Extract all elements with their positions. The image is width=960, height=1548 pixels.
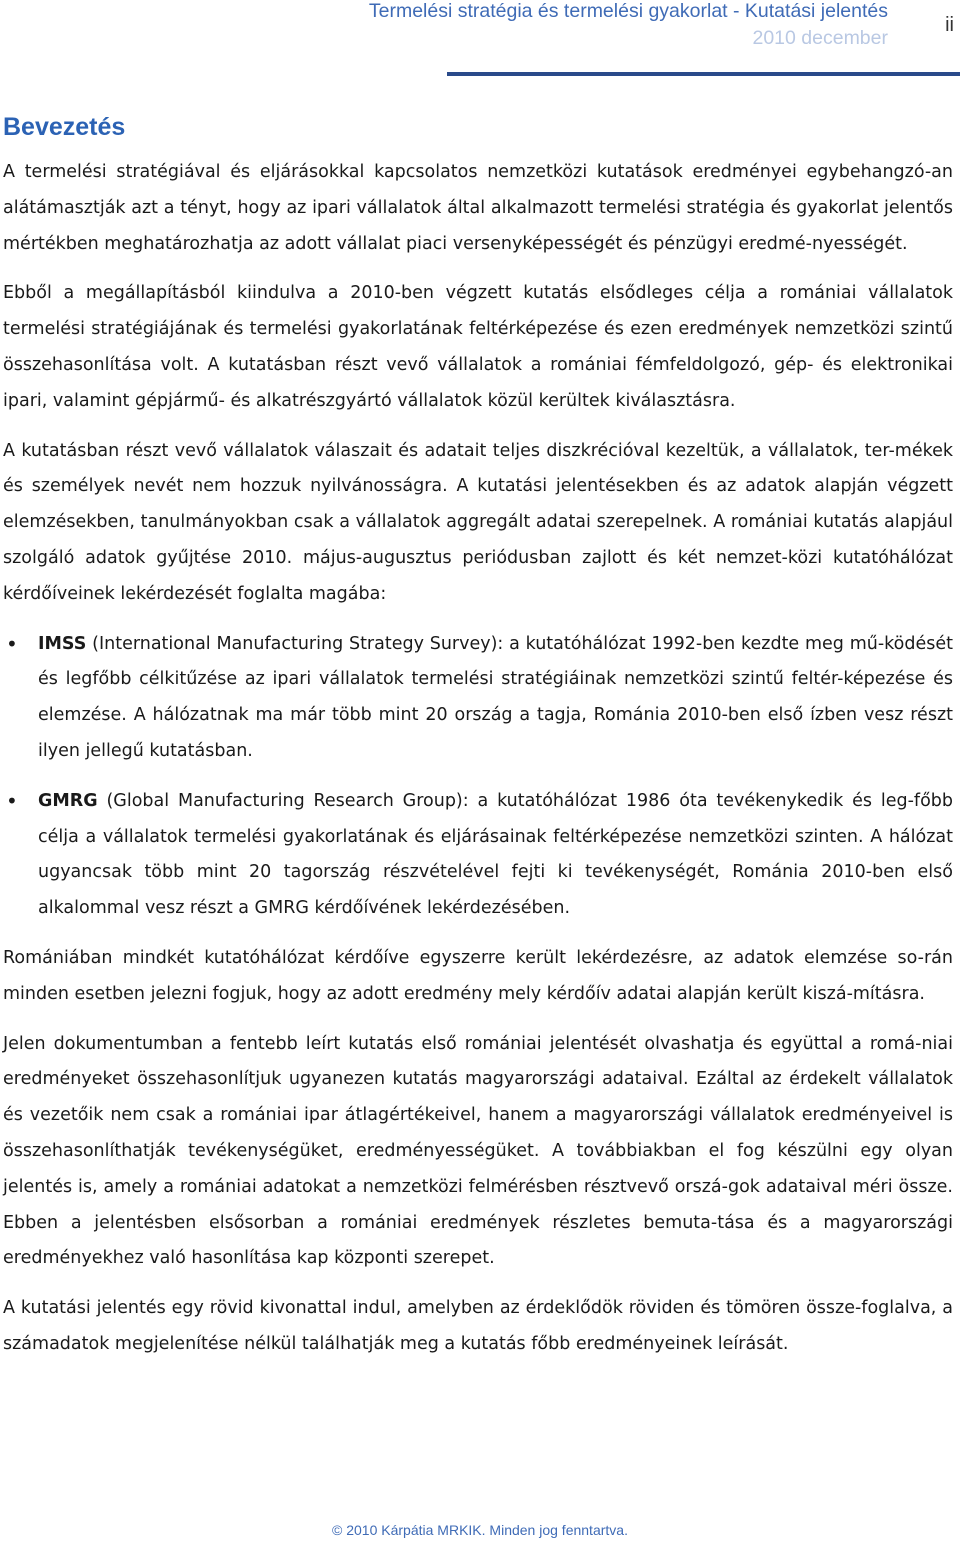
paragraph-analysis-note: Romániában mindkét kutatóhálózat kérdőíve egyszerre került lekérdezésre, az adatok elemzése so-rán minden esetben jelezni fogjuk, hogy az adott eredmény mely kérdőív adatai alapján került kiszá-mításra. [3, 947, 953, 1004]
paragraph-research-goal: Ebből a megállapításból kiindulva a 2010-ben végzett kutatás elsődleges célja a romániai vállalatok termelési stratégiájának és termelési gyakorlatának feltérképezése és ezen eredmények nemzetközi szintű összehasonlítása volt. A kutatásban részt vevő vállalatok a romániai fémfeldolgozó, gép- és elektronikai ipari, valamint gépjármű- és alkatrészgyártó vállalatok közül kerültek kiválasztásra. [3, 283, 953, 411]
paragraph-document-scope: Jelen dokumentumban a fentebb leírt kutatás első romániai jelentését olvashatja és együttal a romá-niai eredményeket összehasonlítjuk ugyanezen kutatás magyarországi adataival. Ezáltal az érdekelt vállalatok és vezetőik nem csak a romániai ipar átlagértékeivel, hanem a magyarországi vállalatok eredményeivel is összehasonlíthatják tevékenységüket, eredményességüket. A továbbiakban el fog készülni egy olyan jelentés is, amely a romániai adatokat a nemzetközi felmérésben résztvevő orszá-gok adataival méri össze. Ebben a jelentésben elsősorban a romániai eredmények részletes bemuta-tása és a magyarországi eredményekhez való hasonlítása kap központi szerepet. [3, 1033, 953, 1269]
copyright-footer: © 2010 Kárpátia MRKIK. Minden jog fenntartva. [332, 1522, 628, 1538]
bullet-icon: • [6, 788, 18, 813]
list-item-imss [3, 627, 953, 770]
document-body [3, 155, 953, 1377]
paragraph-summary-note: A kutatási jelentés egy rövid kivonattal indul, amelyben az érdeklődök röviden és tömören össze-foglalva, a számadatok megjelenítése nélkül találhatják meg a kutatás főbb eredményeinek leírását. [3, 1298, 953, 1354]
page-header [0, 0, 960, 80]
header-rule [447, 72, 960, 76]
paragraph-data-collection: A kutatásban részt vevő vállalatok válaszait és adatait teljes diszkrécióval kezeltük, a vállalatok, ter-mékek és személyek nevét nem hozzuk nyilvánosságra. A kutatási jelentésekben és az adatok alapján végzett elemzésekben, tanulmányokban csak a vállalatok aggregált adatai szerepelnek. A romániai kutatás alapjául szolgáló adatok gyűjtése 2010. május-augusztus periódusban zajlott és két nemzet-közi kutatóhálózat kérdőíveinek lekérdezését foglalta magába: [3, 440, 953, 604]
report-title: Termelési stratégia és termelési gyakorlat - Kutatási jelentés [368, 0, 888, 22]
report-date: 2010 december [752, 27, 888, 49]
list-item-gmrg [3, 784, 953, 927]
page-number: ii [945, 14, 954, 36]
imss-description: (International Manufacturing Strategy Survey): a kutatóhálózat 1992-ben kezdte meg mű-ködését és legfőbb célkitűzése az ipari vállalatok termelési stratégiáinak nemzetközi szintű feltér-képezése és elemzése. A hálózatnak ma már több mint 20 ország a tagja, Románia 2010-ben első ízben vesz részt ilyen jellegű kutatásban. [38, 633, 953, 761]
paragraph-intro: A termelési stratégiával és eljárásokkal kapcsolatos nemzetközi kutatások eredményei egybehangzó-an alátámasztják azt a tényt, hogy az ipari vállalatok által alkalmazott termelési stratégia és gyakorlat jelentős mértékben meghatározhatja az adott vállalat piaci versenyképességét és pénzügyi eredmé-nyességét. [3, 162, 953, 254]
gmrg-description: (Global Manufacturing Research Group): a kutatóhálózat 1986 óta tevékenykedik és leg-főbb célja a vállalatok termelési gyakorlatának és eljárásainak feltérképezése nemzetközi szinten. A hálózat ugyancsak több mint 20 tagország részvételével fejti ki tevékenységét, Románia 2010-ben első alkalommal vesz részt a GMRG kérdőívének lekérdezésében. [38, 790, 953, 919]
section-title: Bevezetés [3, 113, 126, 141]
term-gmrg: GMRG [38, 790, 98, 811]
network-list [3, 627, 953, 927]
bullet-icon: • [6, 631, 18, 656]
term-imss: IMSS [38, 633, 87, 654]
